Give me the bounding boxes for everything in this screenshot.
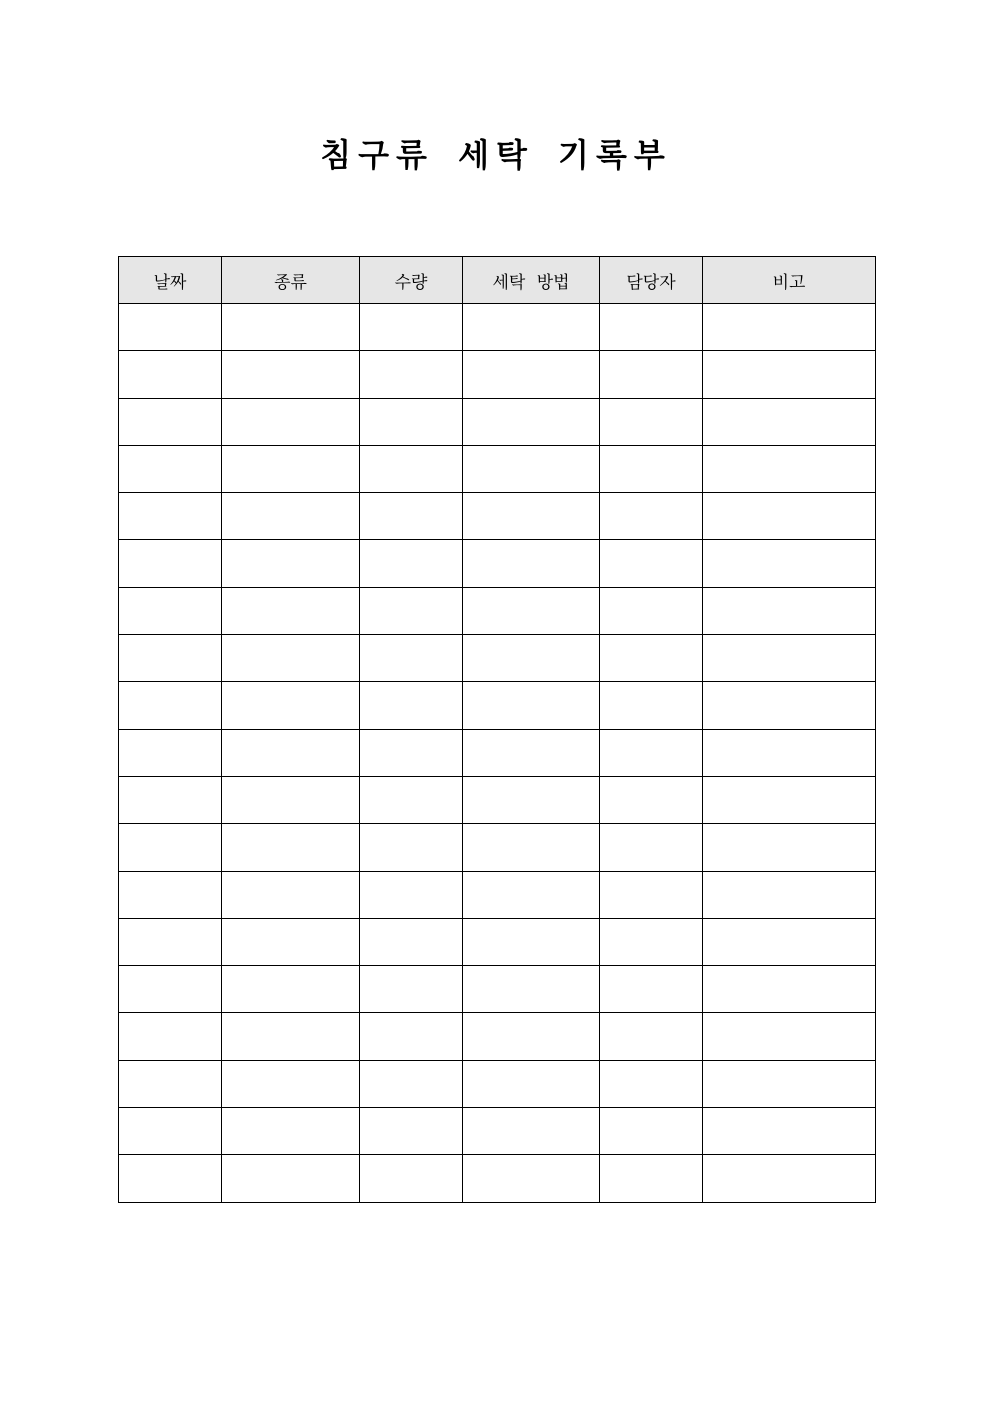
table-cell-person-in-charge[interactable] <box>600 445 703 492</box>
table-cell-person-in-charge[interactable] <box>600 1155 703 1202</box>
table-cell-quantity[interactable] <box>360 824 463 871</box>
table-row <box>119 729 876 776</box>
table-cell-wash-method[interactable] <box>463 966 600 1013</box>
table-cell-date[interactable] <box>119 304 222 351</box>
table-cell-date[interactable] <box>119 1108 222 1155</box>
table-cell-remarks[interactable] <box>703 1013 876 1060</box>
table-cell-remarks[interactable] <box>703 966 876 1013</box>
table-cell-type[interactable] <box>222 635 360 682</box>
table-cell-date[interactable] <box>119 493 222 540</box>
column-header-quantity: 수량 <box>360 257 463 304</box>
table-row <box>119 1108 876 1155</box>
table-cell-quantity[interactable] <box>360 1108 463 1155</box>
page-title: 침구류 세탁 기록부 <box>320 136 672 174</box>
table-row <box>119 587 876 634</box>
table-cell-type[interactable] <box>222 918 360 965</box>
table-cell-wash-method[interactable] <box>463 1060 600 1107</box>
table-cell-remarks[interactable] <box>703 776 876 823</box>
table-cell-date[interactable] <box>119 1013 222 1060</box>
table-cell-date[interactable] <box>119 445 222 492</box>
table-cell-date[interactable] <box>119 966 222 1013</box>
table-cell-type[interactable] <box>222 682 360 729</box>
table-cell-remarks[interactable] <box>703 729 876 776</box>
table-cell-person-in-charge[interactable] <box>600 587 703 634</box>
table-cell-person-in-charge[interactable] <box>600 824 703 871</box>
table-cell-quantity[interactable] <box>360 304 463 351</box>
table-cell-type[interactable] <box>222 493 360 540</box>
table-cell-quantity[interactable] <box>360 351 463 398</box>
table-row <box>119 1060 876 1107</box>
table-cell-type[interactable] <box>222 966 360 1013</box>
table-cell-wash-method[interactable] <box>463 824 600 871</box>
laundry-log-table <box>118 256 876 1203</box>
table-cell-type[interactable] <box>222 398 360 445</box>
table-cell-person-in-charge[interactable] <box>600 304 703 351</box>
table-row <box>119 1013 876 1060</box>
table-cell-wash-method[interactable] <box>463 635 600 682</box>
table-cell-remarks[interactable] <box>703 682 876 729</box>
table-cell-person-in-charge[interactable] <box>600 966 703 1013</box>
table-cell-date[interactable] <box>119 776 222 823</box>
table-cell-date[interactable] <box>119 1060 222 1107</box>
table-row <box>119 540 876 587</box>
table-cell-person-in-charge[interactable] <box>600 635 703 682</box>
table-cell-remarks[interactable] <box>703 871 876 918</box>
table-cell-person-in-charge[interactable] <box>600 918 703 965</box>
table-row <box>119 776 876 823</box>
table-cell-remarks[interactable] <box>703 445 876 492</box>
table-cell-date[interactable] <box>119 351 222 398</box>
header-row <box>119 257 876 304</box>
table-cell-person-in-charge[interactable] <box>600 776 703 823</box>
table-cell-type[interactable] <box>222 445 360 492</box>
table-cell-quantity[interactable] <box>360 776 463 823</box>
table-cell-wash-method[interactable] <box>463 729 600 776</box>
table-cell-quantity[interactable] <box>360 871 463 918</box>
table-row <box>119 635 876 682</box>
column-header-remarks: 비고 <box>703 257 876 304</box>
table-body <box>119 304 876 1203</box>
table-cell-remarks[interactable] <box>703 398 876 445</box>
table-cell-wash-method[interactable] <box>463 445 600 492</box>
table-cell-type[interactable] <box>222 304 360 351</box>
table-cell-remarks[interactable] <box>703 918 876 965</box>
table-row <box>119 824 876 871</box>
table-cell-type[interactable] <box>222 1108 360 1155</box>
table-row <box>119 682 876 729</box>
table-cell-date[interactable] <box>119 1155 222 1202</box>
table-cell-wash-method[interactable] <box>463 351 600 398</box>
table-cell-type[interactable] <box>222 540 360 587</box>
table-cell-date[interactable] <box>119 682 222 729</box>
table-cell-wash-method[interactable] <box>463 304 600 351</box>
table-cell-wash-method[interactable] <box>463 776 600 823</box>
table-cell-wash-method[interactable] <box>463 398 600 445</box>
table-cell-quantity[interactable] <box>360 918 463 965</box>
table-cell-person-in-charge[interactable] <box>600 398 703 445</box>
table-row <box>119 398 876 445</box>
table-cell-date[interactable] <box>119 871 222 918</box>
table-cell-date[interactable] <box>119 398 222 445</box>
table-row <box>119 918 876 965</box>
table-cell-wash-method[interactable] <box>463 493 600 540</box>
table-cell-remarks[interactable] <box>703 824 876 871</box>
table-cell-type[interactable] <box>222 587 360 634</box>
table-cell-remarks[interactable] <box>703 1060 876 1107</box>
table-cell-person-in-charge[interactable] <box>600 871 703 918</box>
table-cell-wash-method[interactable] <box>463 682 600 729</box>
table-cell-type[interactable] <box>222 1060 360 1107</box>
table-cell-person-in-charge[interactable] <box>600 1013 703 1060</box>
table-cell-remarks[interactable] <box>703 1155 876 1202</box>
table-cell-type[interactable] <box>222 729 360 776</box>
table-cell-wash-method[interactable] <box>463 540 600 587</box>
table-cell-type[interactable] <box>222 1155 360 1202</box>
table-cell-quantity[interactable] <box>360 398 463 445</box>
table-cell-quantity[interactable] <box>360 1013 463 1060</box>
table-cell-date[interactable] <box>119 729 222 776</box>
table-cell-person-in-charge[interactable] <box>600 1108 703 1155</box>
table-cell-wash-method[interactable] <box>463 1108 600 1155</box>
table-cell-quantity[interactable] <box>360 445 463 492</box>
table-cell-date[interactable] <box>119 635 222 682</box>
table-cell-date[interactable] <box>119 824 222 871</box>
table-cell-remarks[interactable] <box>703 493 876 540</box>
table-cell-person-in-charge[interactable] <box>600 1060 703 1107</box>
table-cell-quantity[interactable] <box>360 1060 463 1107</box>
table-row <box>119 493 876 540</box>
table-cell-person-in-charge[interactable] <box>600 351 703 398</box>
table-cell-wash-method[interactable] <box>463 1013 600 1060</box>
table-cell-quantity[interactable] <box>360 493 463 540</box>
column-header-type: 종류 <box>222 257 360 304</box>
table-cell-person-in-charge[interactable] <box>600 540 703 587</box>
table-cell-wash-method[interactable] <box>463 918 600 965</box>
table-cell-person-in-charge[interactable] <box>600 682 703 729</box>
table-row <box>119 445 876 492</box>
table-cell-quantity[interactable] <box>360 1155 463 1202</box>
table-cell-type[interactable] <box>222 351 360 398</box>
table-cell-date[interactable] <box>119 918 222 965</box>
table-cell-date[interactable] <box>119 587 222 634</box>
table-cell-quantity[interactable] <box>360 729 463 776</box>
table-row <box>119 966 876 1013</box>
table-cell-wash-method[interactable] <box>463 1155 600 1202</box>
table-cell-person-in-charge[interactable] <box>600 729 703 776</box>
table-cell-quantity[interactable] <box>360 540 463 587</box>
table-cell-remarks[interactable] <box>703 587 876 634</box>
table-cell-type[interactable] <box>222 824 360 871</box>
table-row <box>119 871 876 918</box>
table-cell-person-in-charge[interactable] <box>600 493 703 540</box>
column-header-person-in-charge: 담당자 <box>600 257 703 304</box>
table-cell-quantity[interactable] <box>360 587 463 634</box>
table-cell-quantity[interactable] <box>360 635 463 682</box>
table-cell-type[interactable] <box>222 871 360 918</box>
table-cell-wash-method[interactable] <box>463 587 600 634</box>
table-cell-type[interactable] <box>222 1013 360 1060</box>
table-cell-type[interactable] <box>222 776 360 823</box>
table-cell-date[interactable] <box>119 540 222 587</box>
table-cell-wash-method[interactable] <box>463 871 600 918</box>
table-row <box>119 304 876 351</box>
column-header-date: 날짜 <box>119 257 222 304</box>
column-header-wash-method: 세탁 방법 <box>463 257 600 304</box>
table-cell-remarks[interactable] <box>703 1108 876 1155</box>
table-cell-remarks[interactable] <box>703 540 876 587</box>
table-cell-remarks[interactable] <box>703 304 876 351</box>
table-cell-remarks[interactable] <box>703 635 876 682</box>
table-cell-remarks[interactable] <box>703 351 876 398</box>
table-row <box>119 351 876 398</box>
table-cell-quantity[interactable] <box>360 966 463 1013</box>
table-row <box>119 1155 876 1202</box>
table-cell-quantity[interactable] <box>360 682 463 729</box>
